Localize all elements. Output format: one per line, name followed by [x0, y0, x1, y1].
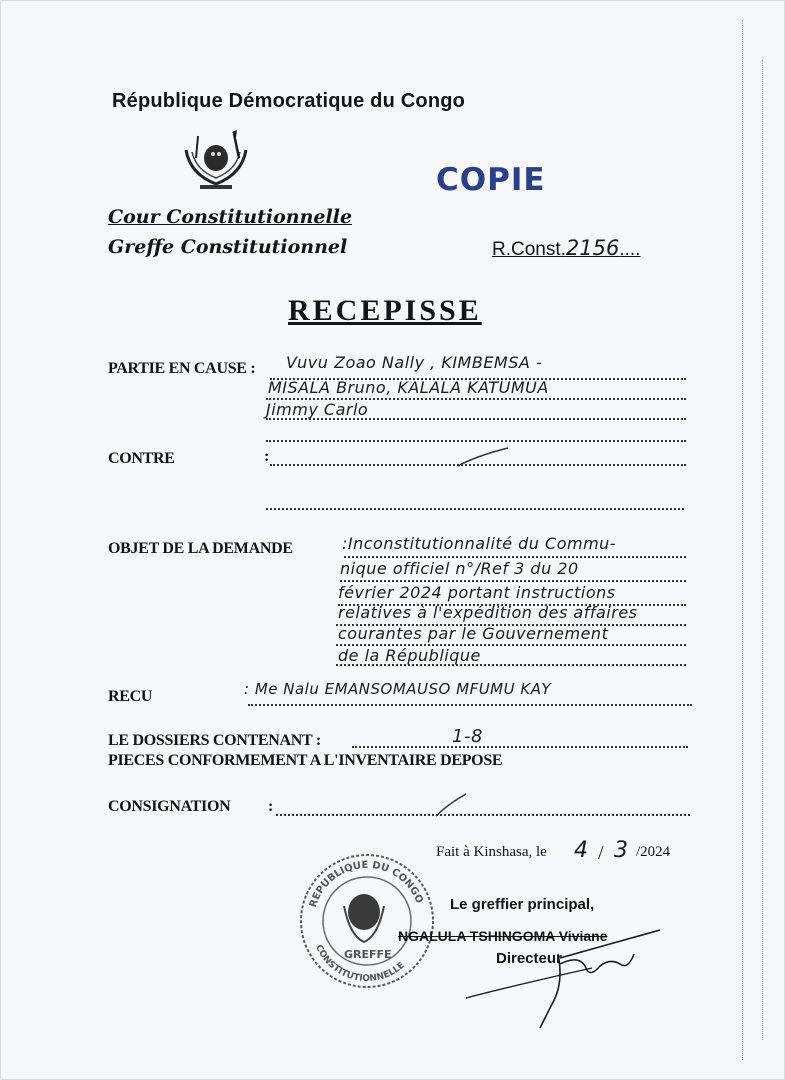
copie-stamp	[434, 160, 562, 196]
seal-center-text: GREFFE	[344, 948, 392, 961]
objet-line-2: nique officiel n°/Ref 3 du 20	[340, 559, 579, 578]
objet-line-6: de la République	[338, 646, 481, 665]
seal-top-text: REPUBLIQUE DU CONGO	[307, 859, 425, 909]
date-slash: /	[598, 842, 604, 864]
contre-label: CONTRE	[108, 450, 175, 467]
objet-label: OBJET DE LA DEMANDE	[108, 540, 293, 557]
dossiers-label: LE DOSSIERS CONTENANT :	[108, 732, 321, 749]
consignation-label: CONSIGNATION	[108, 798, 231, 815]
dossiers-value: 1-8	[452, 726, 483, 747]
greffe-seal	[292, 846, 442, 996]
consignation-dash-stroke	[432, 790, 472, 820]
page-edge-specks-2	[762, 60, 763, 1040]
objet-dotline-1	[344, 556, 686, 558]
partie-line-1: Vuvu Zoao Nally , KIMBEMSA -	[286, 353, 543, 372]
objet-line-3: février 2024 portant instructions	[338, 583, 616, 602]
pieces-label: PIECES CONFORMEMENT A L'INVENTAIRE DEPOSE	[108, 752, 503, 769]
coat-of-arms-emblem	[176, 128, 256, 194]
partie-line-3: Jimmy Carlo	[266, 400, 369, 419]
consignation-dotline	[276, 814, 690, 816]
partie-dotline-4	[266, 440, 686, 442]
recu-dotline	[248, 704, 692, 706]
objet-line-1: :Inconstitutionnalité du Commu-	[342, 534, 617, 553]
signer-title: Directeur	[496, 950, 562, 967]
country-title: République Démocratique du Congo	[112, 90, 466, 112]
partie-line-2: MISALA Bruno, KALALA KATUMUA	[268, 378, 549, 397]
registry-name: Greffe Constitutionnel	[108, 236, 348, 258]
case-suffix: ....	[619, 239, 641, 260]
consignation-separator: :	[268, 798, 274, 815]
page-edge-specks	[742, 20, 743, 1060]
document-title: RECEPISSE	[288, 294, 482, 327]
date-day: 4	[574, 838, 588, 863]
objet-dotline-2	[340, 580, 686, 582]
objet-dotline-6	[336, 664, 686, 666]
contre-dotline-2	[266, 508, 684, 510]
signer-role: Le greffier principal,	[450, 896, 595, 913]
signer-name: NGALULA TSHINGOMA Viviane	[398, 928, 608, 944]
copie-stamp-text: COPIE	[436, 162, 546, 196]
contre-dash-stroke	[456, 446, 512, 468]
dossiers-dotline	[352, 746, 688, 748]
case-label: R.Const.	[492, 239, 566, 260]
objet-line-5: courantes par le Gouvernement	[338, 624, 609, 643]
seal-bottom-text: CONSTITUTIONNELLE	[313, 943, 407, 985]
recu-label: RECU	[108, 688, 153, 705]
contre-separator: :	[264, 448, 270, 465]
partie-label: PARTIE EN CAUSE :	[108, 360, 256, 377]
case-number: 2156	[565, 236, 620, 260]
objet-line-4: relatives à l'expédition des affaires	[338, 603, 638, 622]
date-month: 3	[614, 838, 628, 863]
date-year: /2024	[636, 844, 671, 860]
case-reference	[492, 236, 641, 261]
court-name: Cour Constitutionnelle	[108, 206, 353, 228]
handwritten-signature	[460, 924, 670, 1034]
place-date-label: Fait à Kinshasa, le	[436, 844, 547, 860]
recu-value: : Me Nalu EMANSOMAUSO MFUMU KAY	[244, 680, 552, 698]
